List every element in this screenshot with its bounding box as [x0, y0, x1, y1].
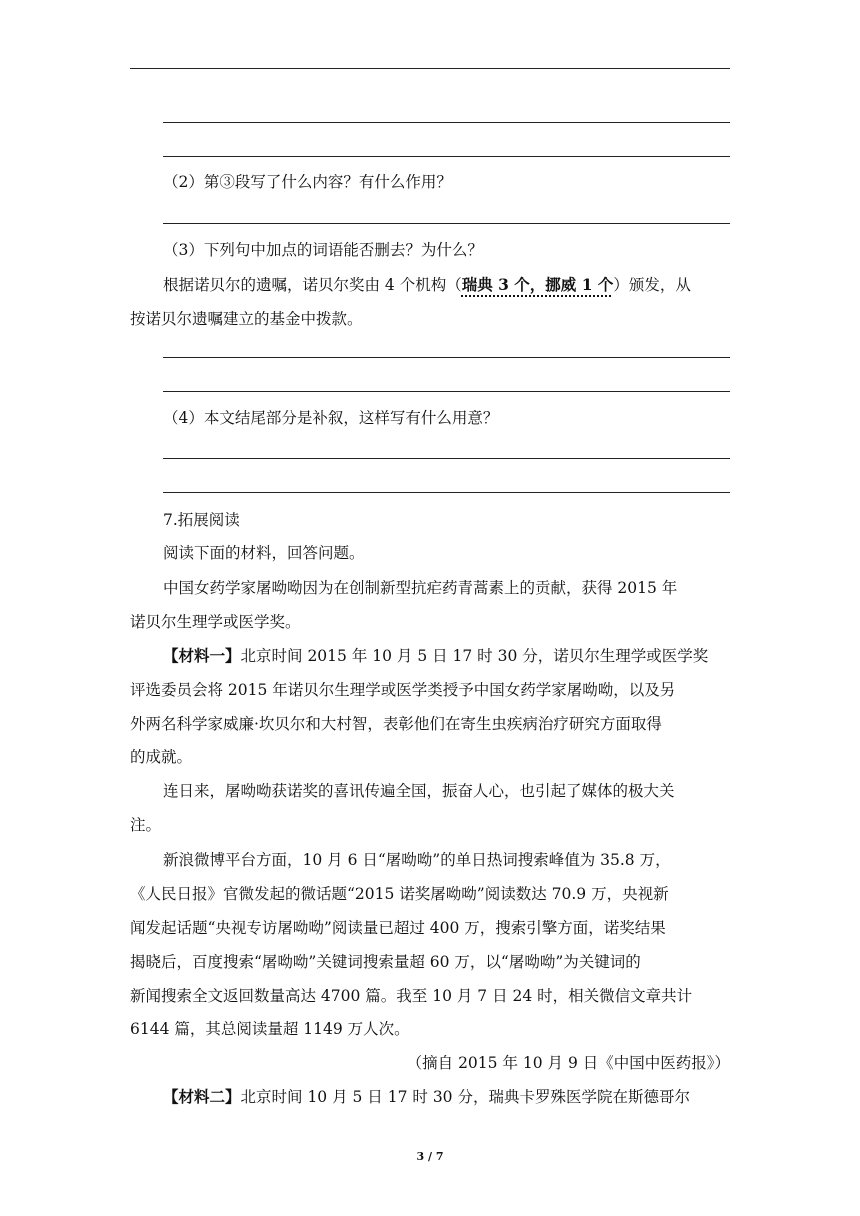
material-2-label: 【材料二】 [163, 1087, 241, 1106]
question-3-sentence-line-2: 按诺贝尔遗嘱建立的基金中拨款。 [130, 310, 363, 328]
paragraph-4-line: 新闻搜索全文返回数量高达 4700 篇。我至 10 月 7 日 24 时，相关微信文章共计 [130, 987, 693, 1005]
question-3-sentence-line-1 [163, 275, 691, 295]
question-2: （2）第③段写了什么内容？有什么作用？ [163, 173, 452, 191]
source-citation: （摘自 2015 年 10 月 9 日《中国中医药报》） [406, 1054, 730, 1072]
material-1-line: 评选委员会将 2015 年诺贝尔生理学或医学类授予中国女药学家屠呦呦，以及另 [130, 681, 676, 699]
paragraph-4-line: 《人民日报》官微发起的微话题“2015 诺奖屠呦呦”阅读数达 70.9 万，央视新 [130, 885, 669, 903]
material-1-line [163, 646, 708, 666]
paragraph-4-line: 揭晓后，百度搜索“屠呦呦”关键词搜索量超 60 万，以“屠呦呦”为关键词的 [130, 953, 641, 971]
sentence-pre: 根据诺贝尔的遗嘱，诺贝尔奖由 4 个机构（ [163, 276, 462, 294]
paragraph-4-line: 闻发起话题“央视专访屠呦呦”阅读量已超过 400 万，搜索引擎方面，诺奖结果 [130, 919, 666, 937]
material-2-line [163, 1087, 690, 1107]
sentence-post: ）颁发，从 [613, 276, 691, 294]
answer-line [163, 492, 730, 493]
section-7-intro: 阅读下面的材料，回答问题。 [163, 544, 365, 562]
question-4: （4）本文结尾部分是补叙，这样写有什么用意？ [163, 409, 499, 427]
header-rule [130, 68, 730, 69]
answer-line [163, 223, 730, 224]
answer-line [163, 156, 730, 157]
answer-line [163, 458, 730, 459]
page-number: 3 / 7 [416, 1150, 444, 1163]
paragraph-3-line: 连日来，屠呦呦获诺奖的喜讯传遍全国，振奋人心，也引起了媒体的极大关 [163, 782, 675, 800]
material-1-text: 北京时间 2015 年 10 月 5 日 17 时 30 分，诺贝尔生理学或医学奖 [240, 647, 709, 665]
dotted-words: 瑞典 3 个，挪威 1 个 [461, 275, 614, 294]
paragraph-4-line: 新浪微博平台方面，10 月 6 日“屠呦呦”的单日热词搜索峰值为 35.8 万， [163, 851, 671, 869]
answer-line [163, 391, 730, 392]
paragraph-1-line: 中国女药学家屠呦呦因为在创制新型抗疟药青蒿素上的贡献，获得 2015 年 [163, 579, 678, 597]
material-1-label: 【材料一】 [163, 646, 241, 665]
material-1-line: 外两名科学家威廉·坎贝尔和大村智，表彰他们在寄生虫疾病治疗研究方面取得 [130, 715, 662, 733]
material-1-line: 的成就。 [130, 748, 193, 766]
paragraph-1-line: 诺贝尔生理学或医学奖。 [130, 613, 301, 631]
paragraph-4-line: 6144 篇，其总阅读量超 1149 万人次。 [130, 1020, 410, 1038]
section-7-title: 7.拓展阅读 [163, 511, 240, 529]
material-2-text: 北京时间 10 月 5 日 17 时 30 分，瑞典卡罗殊医学院在斯德哥尔 [240, 1088, 690, 1106]
question-3: （3）下列句中加点的词语能否删去？为什么？ [163, 241, 483, 259]
paragraph-3-line: 注。 [130, 816, 162, 834]
answer-line [163, 122, 730, 123]
answer-line [163, 357, 730, 358]
